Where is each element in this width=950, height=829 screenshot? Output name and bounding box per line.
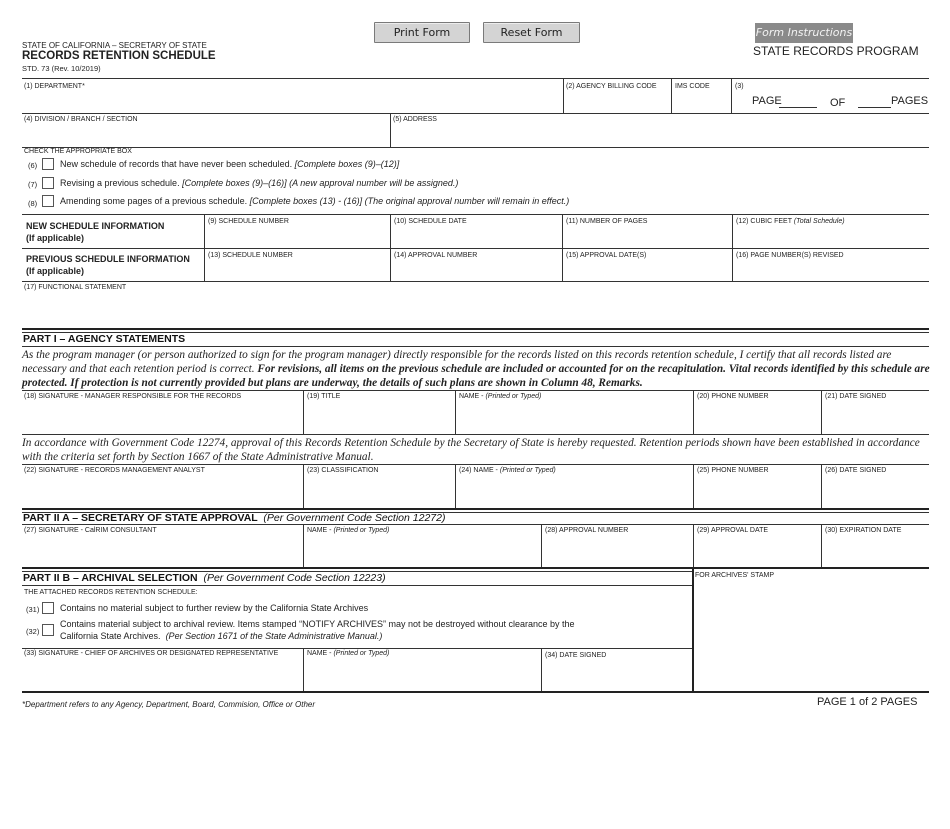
new-schedule-sub: (If applicable) [26,233,85,243]
option-31-number: (31) [26,605,40,614]
reset-form-button[interactable]: Reset Form [483,22,580,43]
print-form-button[interactable]: Print Form [374,22,470,43]
billing-code-label: (2) AGENCY BILLING CODE [566,83,657,90]
previous-schedule-number-label: (13) SCHEDULE NUMBER [208,252,293,259]
option-32-text-line2: California State Archives. (Per Section 1671 of the State Administrative Manual.) [60,631,383,641]
form-instructions-button[interactable]: Form Instructions [755,23,853,43]
archives-name-input[interactable] [306,661,538,687]
option-32-text-line1: Contains material subject to archival review. Items stamped “NOTIFY ARCHIVES” may not be destroyed without clearance by the [60,619,575,629]
option-7-number: (7) [28,180,38,189]
previous-schedule-title: PREVIOUS SCHEDULE INFORMATION [26,254,190,264]
schedule-number-input[interactable] [207,228,387,246]
option-32-checkbox[interactable] [42,624,54,636]
calrim-signature-label: (27) SIGNATURE - CalRIM CONSULTANT [24,527,157,534]
department-label: (1) DEPARTMENT* [24,83,85,90]
previous-schedule-number-input[interactable] [207,262,387,279]
attached-schedule-label: THE ATTACHED RECORDS RETENTION SCHEDULE: [24,589,198,596]
page-label: PAGE [752,95,782,107]
title-label: (19) TITLE [307,393,341,400]
option-31-text: Contains no material subject to further review by the California State Archives [60,603,369,613]
schedule-date-label: (10) SCHEDULE DATE [394,218,467,225]
functional-statement-input[interactable] [24,294,927,326]
archives-date-input[interactable] [544,663,690,687]
number-of-pages-input[interactable] [565,228,729,246]
sos-approval-number-input[interactable] [544,538,690,564]
new-schedule-title: NEW SCHEDULE INFORMATION [26,221,165,231]
option-6-text: New schedule of records that have never been scheduled. [Complete boxes (9)–(12)] [60,159,400,169]
analyst-phone-input[interactable] [696,478,818,504]
approval-number-input[interactable] [393,262,559,279]
analyst-name-label: (24) NAME - (Printed or Typed) [459,467,556,474]
page-number-input[interactable] [779,95,817,108]
previous-schedule-sub: (If applicable) [26,266,85,276]
pages-label: PAGES [891,95,929,107]
program-name: STATE RECORDS PROGRAM [753,44,919,58]
of-label: OF [830,97,846,109]
pages-revised-label: (16) PAGE NUMBER(S) REVISED [736,252,844,259]
sos-approval-number-label: (28) APPROVAL NUMBER [545,527,629,534]
page-count: PAGE 1 of 2 PAGES [817,696,918,708]
option-6-checkbox[interactable] [42,158,54,170]
archives-chief-signature-label: (33) SIGNATURE - CHIEF OF ARCHIVES OR DESIGNATED REPRESENTATIVE [24,650,279,657]
pages-revised-input[interactable] [735,262,927,279]
manager-name-input[interactable] [458,404,690,430]
approval-date-input[interactable] [696,538,818,564]
option-8-checkbox[interactable] [42,195,54,207]
option-32-number: (32) [26,627,40,636]
classification-input[interactable] [306,478,452,504]
ims-code-input[interactable] [674,92,730,112]
schedule-date-input[interactable] [393,228,559,246]
check-box-heading: CHECK THE APPROPRIATE BOX [24,148,132,155]
approval-date-label: (29) APPROVAL DATE [697,527,769,534]
address-label: (5) ADDRESS [393,116,437,123]
approval-request-statement: In accordance with Government Code 12274, approval of this Records Retention Schedule by the Secretary of State is hereby requested. Retention periods shown have been established in accordance with the criteria set forth by Section 1667 of the State Administrative Manual. [22,437,920,463]
manager-name-label: NAME - (Printed or Typed) [459,393,542,400]
part2a-title: PART II A – SECRETARY OF STATE APPROVAL (Per Government Code Section 12272) [23,512,446,524]
manager-date-label: (21) DATE SIGNED [825,393,887,400]
option-8-text: Amending some pages of a previous schedule. [Complete boxes (13) - (16)] (The original approval number will remain in effect.) [60,196,570,206]
ims-code-label: IMS CODE [675,83,710,90]
footer-note: *Department refers to any Agency, Department, Board, Commision, Office or Other [22,700,316,709]
agency-name: STATE OF CALIFORNIA – SECRETARY OF STATE [22,41,207,50]
manager-signature-label: (18) SIGNATURE - MANAGER RESPONSIBLE FOR THE RECORDS [24,393,242,400]
division-label: (4) DIVISION / BRANCH / SECTION [24,116,138,123]
option-7-checkbox[interactable] [42,177,54,189]
part2b-title: PART II B – ARCHIVAL SELECTION (Per Government Code Section 12223) [23,572,386,584]
functional-statement-label: (17) FUNCTIONAL STATEMENT [24,284,127,291]
manager-phone-input[interactable] [696,404,818,430]
classification-label: (23) CLASSIFICATION [307,467,379,474]
approval-dates-label: (15) APPROVAL DATE(S) [566,252,647,259]
box3-label: (3) [735,83,744,90]
expiration-date-label: (30) EXPIRATION DATE [825,527,902,534]
cubic-feet-label: (12) CUBIC FEET (Total Schedule) [736,218,845,225]
consultant-name-label: NAME - (Printed or Typed) [307,527,390,534]
option-7-text: Revising a previous schedule. [Complete boxes (9)–(16)] (A new approval number will be assigned.) [60,178,459,188]
title-input[interactable] [306,404,452,430]
expiration-date-input[interactable] [824,538,927,564]
approval-number-label: (14) APPROVAL NUMBER [394,252,478,259]
option-8-number: (8) [28,199,38,208]
division-input[interactable] [24,125,387,145]
part1-statement: As the program manager (or person authorized to sign for the program manager) directly responsible for the records listed on this records retention schedule, I certify that all records listed are necessary and that each retention period is correct. For revisions, all items on the previous schedule are included or accounted for on the recapitulation. Vital records identified by this schedule are protected. If protection is not currently provided but plans are underway, the details of such plans are shown in Column 48, Remarks. [22,349,930,389]
analyst-signature-label: (22) SIGNATURE - RECORDS MANAGEMENT ANALYST [24,467,205,474]
billing-code-input[interactable] [566,92,670,112]
number-of-pages-label: (11) NUMBER OF PAGES [566,218,648,225]
option-31-checkbox[interactable] [42,602,54,614]
department-input[interactable] [24,92,560,112]
archives-date-label: (34) DATE SIGNED [545,652,607,659]
analyst-date-input[interactable] [824,478,927,504]
form-title: RECORDS RETENTION SCHEDULE [22,50,216,62]
analyst-date-label: (26) DATE SIGNED [825,467,887,474]
analyst-name-input[interactable] [458,478,690,504]
total-pages-input[interactable] [858,95,891,108]
cubic-feet-input[interactable] [735,228,927,246]
manager-date-input[interactable] [824,404,927,430]
archives-stamp-label: FOR ARCHIVES' STAMP [695,572,774,579]
form-number: STD. 73 (Rev. 10/2019) [22,64,101,73]
part1-title: PART I – AGENCY STATEMENTS [23,333,186,345]
archives-name-label: NAME - (Printed or Typed) [307,650,390,657]
approval-dates-input[interactable] [565,262,729,279]
analyst-phone-label: (25) PHONE NUMBER [697,467,769,474]
archives-stamp-area [697,584,927,688]
schedule-number-label: (9) SCHEDULE NUMBER [208,218,289,225]
address-input[interactable] [393,125,927,145]
option-6-number: (6) [28,161,38,170]
consultant-name-input[interactable] [306,538,538,564]
manager-phone-label: (20) PHONE NUMBER [697,393,769,400]
